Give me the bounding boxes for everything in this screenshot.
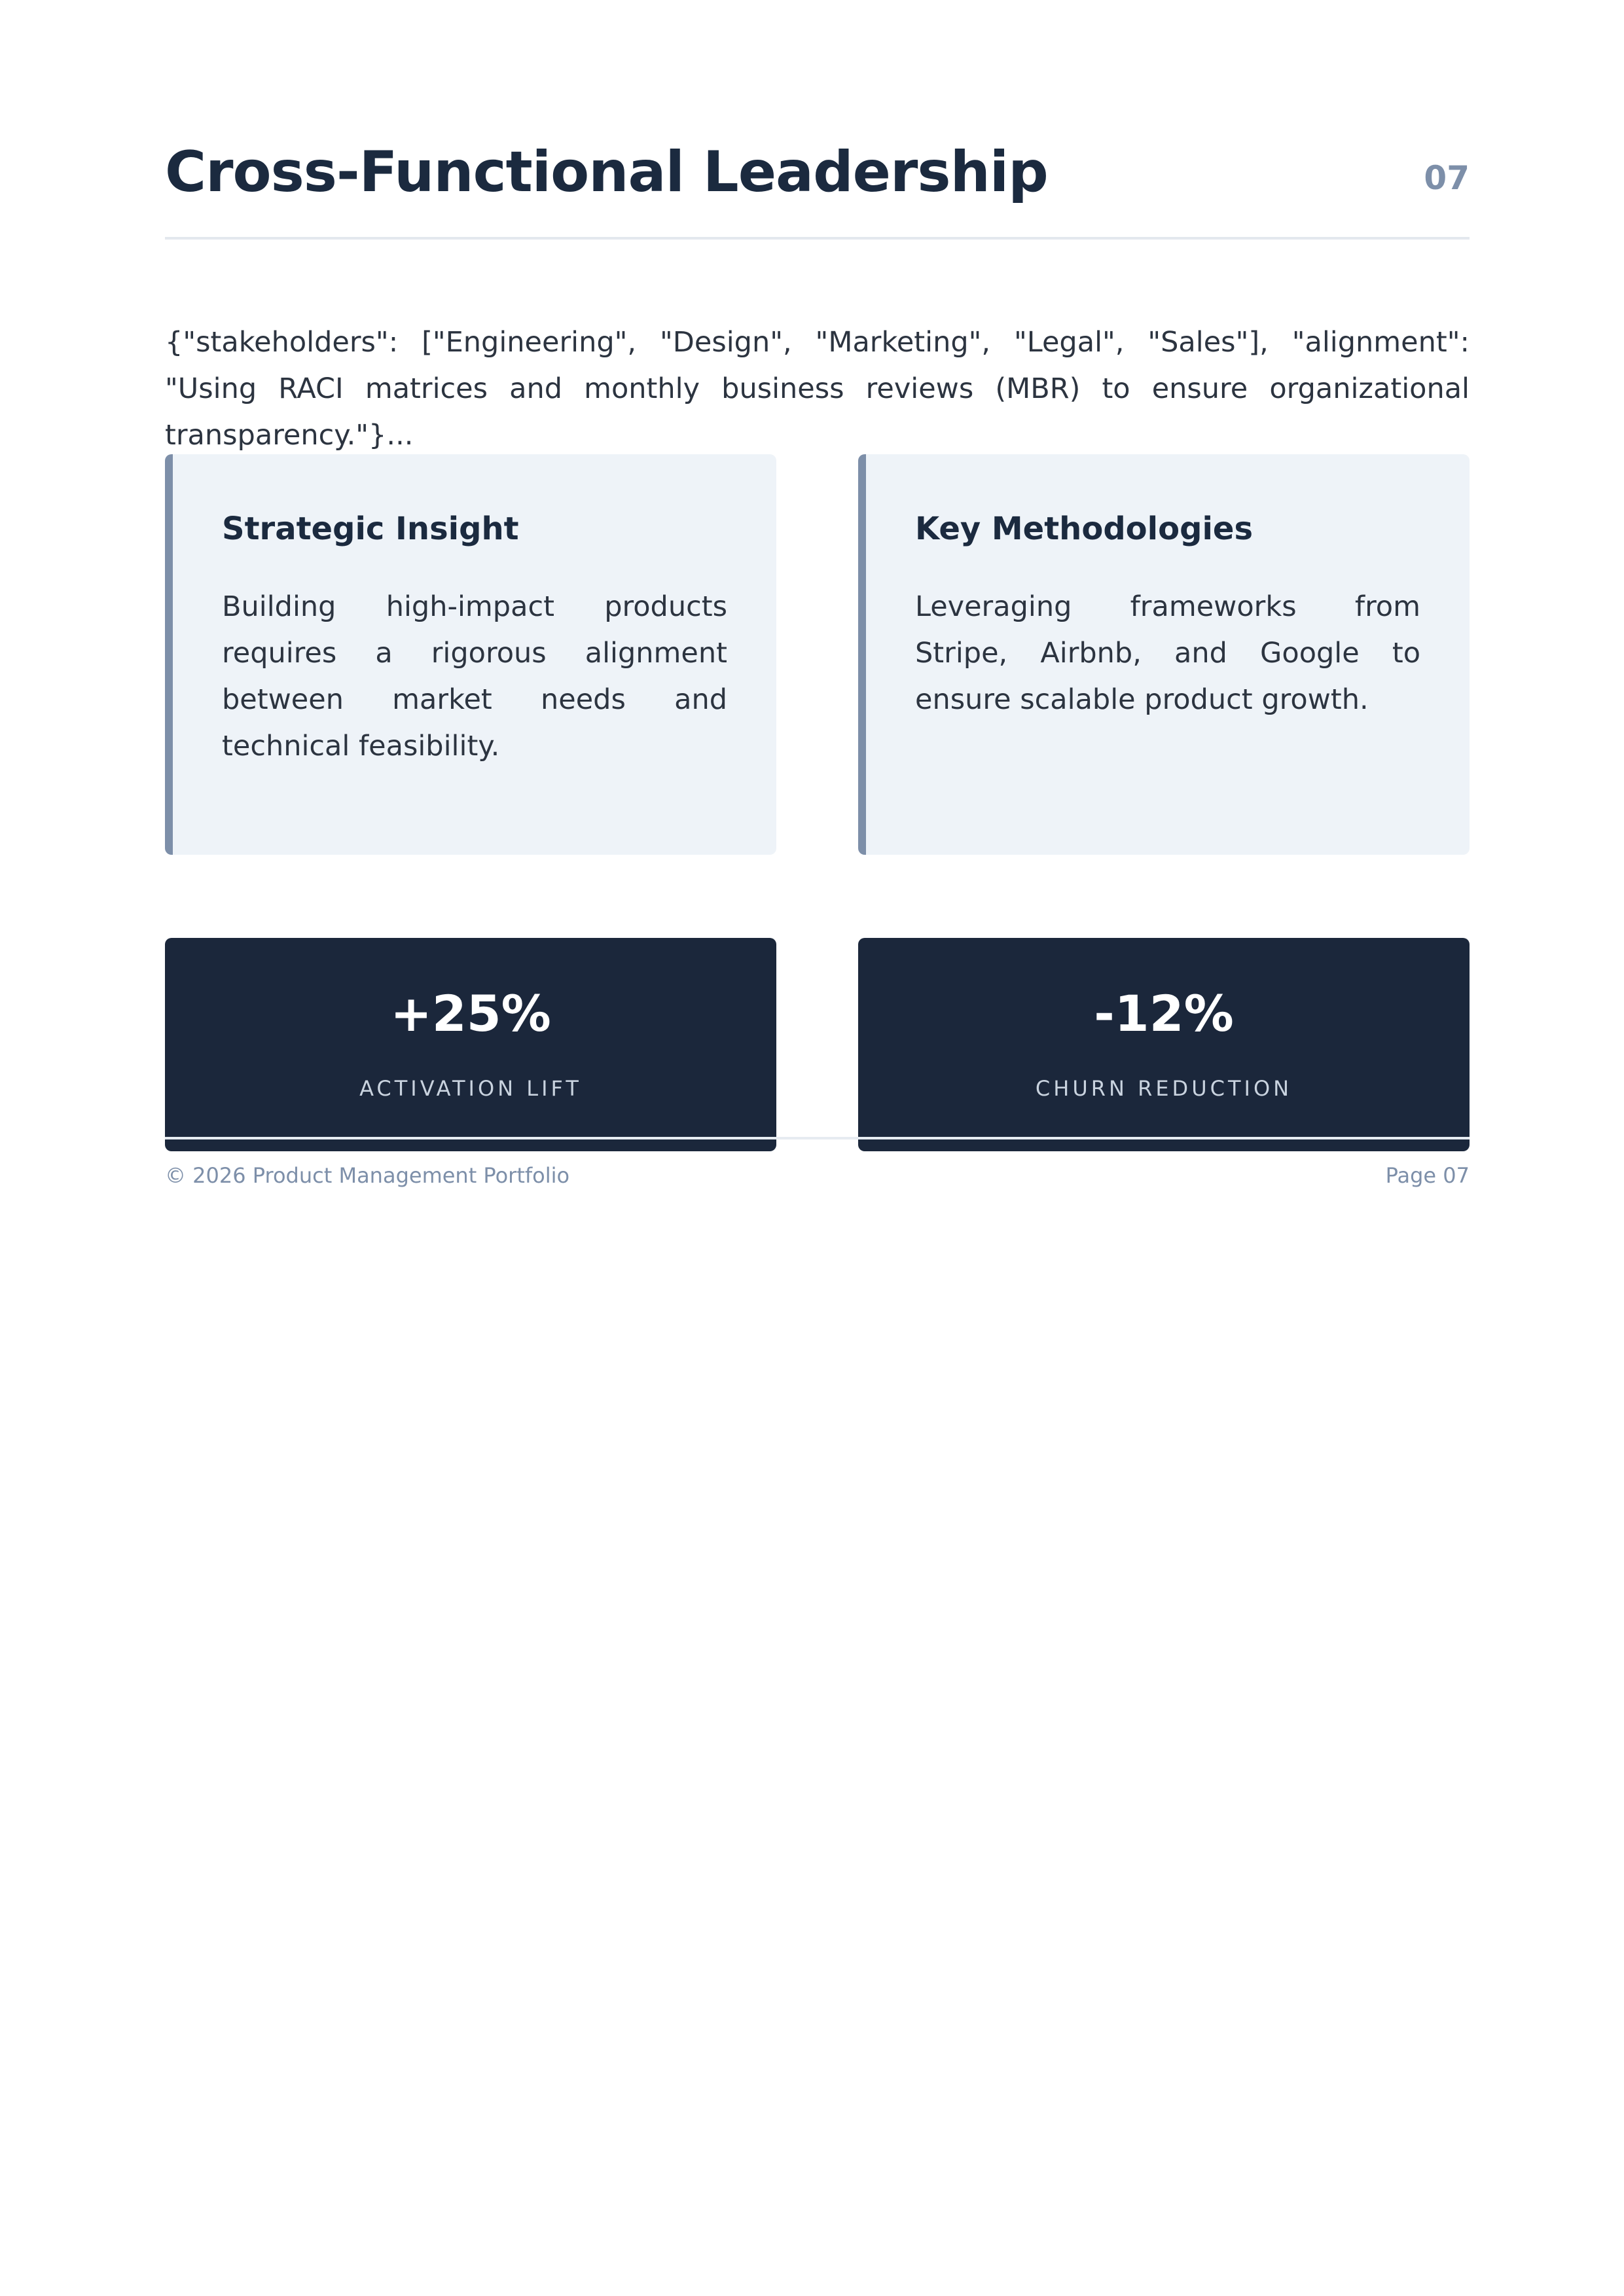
footer-divider xyxy=(165,1137,1470,1139)
stat-value: -12% xyxy=(1094,984,1234,1043)
page-title: Cross-Functional Leadership xyxy=(165,139,1048,205)
activation-lift-stat xyxy=(165,938,776,1151)
stat-label: ACTIVATION LIFT xyxy=(359,1076,582,1101)
key-methodologies-card xyxy=(858,454,1470,855)
stat-label: CHURN REDUCTION xyxy=(1035,1076,1293,1101)
page-header xyxy=(165,131,1470,240)
footer-copyright: © 2026 Product Management Portfolio xyxy=(165,1163,570,1188)
card-title: Key Methodologies xyxy=(915,511,1254,547)
page-number: 07 xyxy=(1424,159,1470,197)
intro-paragraph: {"stakeholders": ["Engineering", "Design", "Marketing", "Legal", "Sales"], "alignment": "Using RACI matrices and monthly business reviews (MBR) to ensure organizational transparency."}... xyxy=(165,326,1470,452)
card-title: Strategic Insight xyxy=(222,511,519,547)
footer-page-label: Page 07 xyxy=(1385,1163,1470,1188)
card-body: Building high-impact products requires a rigorous alignment between market needs and technical feasibility. xyxy=(222,590,727,762)
strategic-insight-card xyxy=(165,454,776,855)
document-page xyxy=(165,0,1470,2296)
card-body: Leveraging frameworks from Stripe, Airbnb, and Google to ensure scalable product growth. xyxy=(915,590,1420,716)
churn-reduction-stat xyxy=(858,938,1470,1151)
stat-value: +25% xyxy=(390,984,551,1043)
